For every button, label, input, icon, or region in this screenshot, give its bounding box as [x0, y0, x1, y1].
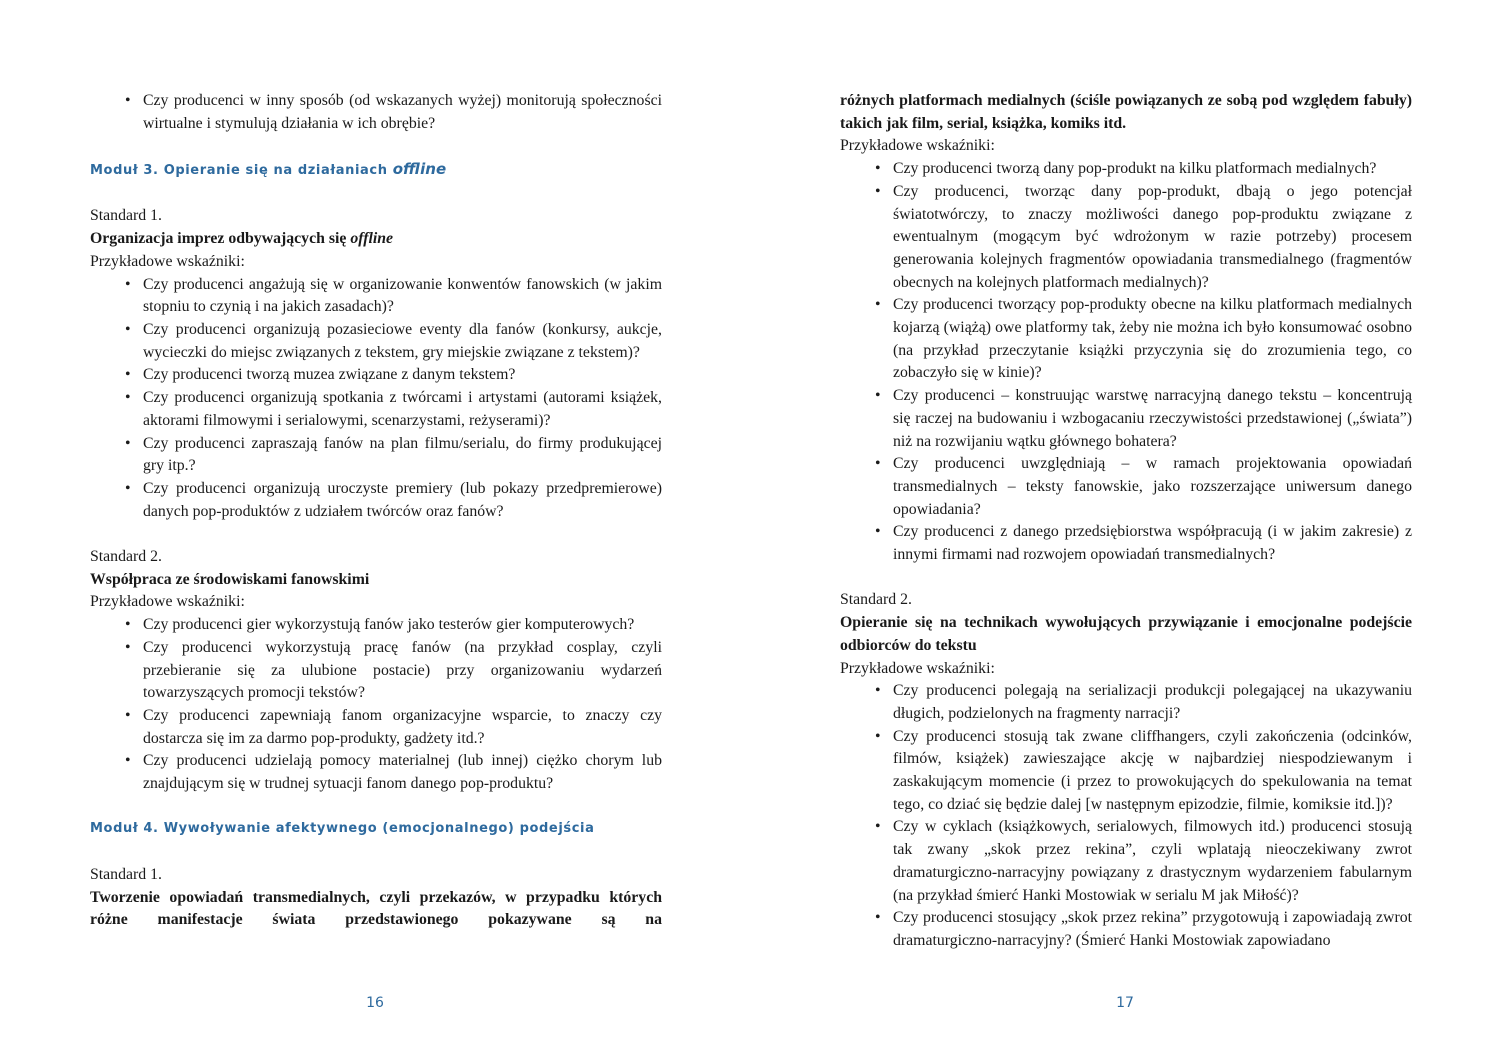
standard-title-continued: różnych platformach medialnych (ściśle powiązanych ze sobą pod względem fabuły) takich jak film, serial, książka, komiks itd.	[840, 92, 1412, 132]
bullet-icon: •	[125, 706, 131, 724]
bullet-icon: •	[125, 638, 131, 656]
list-item	[875, 521, 1412, 566]
bullet-icon: •	[125, 275, 131, 293]
bullet-icon: •	[125, 434, 131, 452]
list-item-text: Czy producenci organizują spotkania z twórcami i artystami (autorami książek, aktorami filmowymi i serialowymi, scenarzystami, reżyserami)?	[143, 389, 662, 429]
bullet-icon: •	[875, 909, 881, 927]
list-item-text: Czy producenci stosujący „skok przez rekina” przygotowują i zapowiadają zwrot dramaturgiczno-narracyjny? (Śmierć Hanki Mostowiak zapowiadano	[893, 909, 1412, 949]
bullet-icon: •	[125, 479, 131, 497]
list-item	[875, 158, 1412, 181]
indicator-list	[90, 614, 662, 796]
list-item-text: Czy producenci gier wykorzystują fanów jako testerów gier komputerowych?	[143, 616, 635, 634]
standard-label: Standard 2.	[840, 591, 912, 609]
list-item-text: Czy producenci wykorzystują pracę fanów (na przykład cosplay, czyli przebieranie się za ulubione postacie) przy organizowaniu wydarzeń towarzyszących promocji tekstów?	[143, 638, 662, 702]
bullet-icon: •	[125, 366, 131, 384]
indicator-list	[90, 274, 662, 524]
list-item-text: Czy producenci stosują tak zwane cliffhangers, czyli zakończenia (odcinków, filmów, książek) zawieszające akcję w najbardziej niespodziewanym i zaskakującym momencie (i przez to prowokujących do spekulowania na temat tego, co dziać się będzie dalej [w następnym epizodzie, filmie, komiksie itd.])?	[893, 727, 1412, 813]
bullet-icon: •	[875, 182, 881, 200]
bullet-icon: •	[875, 296, 881, 314]
standard-label: Standard 2.	[90, 548, 162, 566]
page-number: 16	[366, 995, 384, 1011]
bullet-icon: •	[875, 523, 881, 541]
list-item	[875, 680, 1412, 725]
page-number: 17	[1116, 995, 1134, 1011]
list-item	[125, 750, 662, 795]
list-item-text: Czy producenci zapewniają fanom organizacyjne wsparcie, to znaczy czy dostarcza się im za darmo pop-produkty, gadżety itd.?	[143, 706, 662, 747]
list-item	[125, 387, 662, 432]
list-item-text: Czy w cyklach (książkowych, serialowych, filmowych itd.) producenci stosują tak zwany „skok przez rekina”, czyli wplatają nieoczekiwany zwrot dramaturgiczno-narracyjny powiązany z drastycznym wydarzeniem fabularnym (na przykład śmierć Hanki Mostowiak w serialu M jak Miłość)?	[893, 818, 1412, 904]
bullet-icon: •	[125, 752, 131, 770]
list-item-text: Czy producenci z danego przedsiębiorstwa współpracują (i w jakim zakresie) z innymi firmami nad rozwojem opowiadań transmedialnych?	[893, 523, 1412, 564]
list-item	[875, 294, 1412, 385]
standard-label: Standard 1.	[90, 207, 162, 225]
standard-label: Standard 1.	[90, 865, 162, 883]
list-item-text: Czy producenci polegają na serializacji produkcji polegającej na ukazywaniu długich, podzielonych na fragmenty narracji?	[893, 682, 1412, 722]
list-item	[875, 907, 1412, 952]
bullet-icon: •	[125, 92, 131, 109]
list-item	[125, 705, 662, 750]
standard-title: Tworzenie opowiadań transmedialnych, czyli przekazów, w przypadku których różne manifestacje świata przedstawionego pokazywane są na	[90, 888, 662, 929]
bullet-icon: •	[125, 321, 131, 338]
list-item	[125, 478, 662, 523]
list-item-text: Czy producenci zapraszają fanów na plan filmu/serialu, do firmy produkującej gry itp.?	[143, 434, 662, 475]
bullet-icon: •	[875, 682, 881, 700]
standard-title: Organizacja imprez odbywających się offline	[90, 230, 394, 248]
list-item	[125, 319, 662, 364]
list-item	[875, 726, 1412, 817]
list-item-text: Czy producenci organizują uroczyste premiery (lub pokazy przedpremierowe) danych pop-produktów z udziałem twórców oraz fanów?	[143, 479, 662, 520]
list-item-text: Czy producenci uwzględniają – w ramach projektowania opowiadań transmedialnych – teksty fanowskie, jako rozszerzające uniwersum danego opowiadania?	[893, 455, 1412, 518]
bullet-icon: •	[125, 616, 131, 634]
module-4-heading: Moduł 4. Wywoływanie afektywnego (emocjonalnego) podejścia	[90, 821, 595, 837]
list-item	[125, 433, 662, 478]
list-item-text: Czy producenci tworzą dany pop-produkt na kilku platformach medialnych?	[893, 160, 1377, 178]
list-item	[125, 364, 662, 387]
list-item-text: Czy producenci w inny sposób (od wskazanych wyżej) monitorują społeczności wirtualne i stymulują działania w ich obrębie?	[143, 92, 662, 132]
top-bullet-list	[90, 90, 662, 135]
list-item	[125, 274, 662, 319]
standard-title: Opieranie się na technikach wywołujących przywiązanie i emocjonalne podejście odbiorców do tekstu	[840, 614, 1412, 654]
indicator-list	[840, 158, 1412, 567]
list-item-text: Czy producenci tworzący pop-produkty obecne na kilku platformach medialnych kojarzą (wiążą) owe platformy tak, żeby nie można ich było konsumować osobno (na przykład przeczytanie książki przyczynia się do zrozumienia tego, co zobaczyło się w kinie)?	[893, 296, 1412, 382]
bullet-icon: •	[875, 160, 881, 178]
indicators-label: Przykładowe wskaźniki:	[840, 137, 995, 155]
list-item	[125, 637, 662, 705]
bullet-icon: •	[875, 727, 881, 745]
module-3-heading: Moduł 3. Opieranie się na działaniach offline	[90, 160, 447, 179]
list-item-text: Czy producenci organizują pozasieciowe eventy dla fanów (konkursy, aukcje, wycieczki do miejsc związanych z tekstem, gry miejskie związane z tekstem)?	[143, 321, 662, 361]
bullet-icon: •	[875, 818, 881, 836]
list-item	[875, 453, 1412, 521]
list-item	[125, 90, 662, 135]
indicators-label: Przykładowe wskaźniki:	[840, 659, 995, 677]
indicators-label: Przykładowe wskaźniki:	[90, 593, 245, 611]
list-item	[875, 181, 1412, 295]
bullet-icon: •	[875, 455, 881, 473]
standard-title: Współpraca ze środowiskami fanowskimi	[90, 570, 370, 588]
list-item	[875, 816, 1412, 907]
bullet-icon: •	[125, 389, 131, 407]
right-page	[840, 90, 1412, 953]
list-item	[125, 614, 662, 637]
list-item-text: Czy producenci, tworząc dany pop-produkt, dbają o jego potencjał światotwórczy, to znaczy możliwości danego pop-produktu związane z ewentualnym (mogącym być wdrożonym w razie potrzeby) procesem generowania kolejnych fragmentów opowiadania transmedialnego (fragmentów obecnych na kolejnych platformach medialnych)?	[893, 182, 1412, 291]
left-page	[90, 90, 662, 932]
list-item	[875, 385, 1412, 453]
list-item-text: Czy producenci – konstruując warstwę narracyjną danego tekstu – koncentrują się raczej na budowaniu i wzbogacaniu rzeczywistości przedstawionej („świata”) niż na rozwijaniu wątku głównego bohatera?	[893, 387, 1412, 450]
list-item-text: Czy producenci udzielają pomocy materialnej (lub innej) ciężko chorym lub znajdującym się w trudnej sytuacji fanom danego pop-produktu?	[143, 752, 662, 793]
indicator-list	[840, 680, 1412, 952]
list-item-text: Czy producenci angażują się w organizowanie konwentów fanowskich (w jakim stopniu to czynią i na jakich zasadach)?	[143, 275, 662, 316]
list-item-text: Czy producenci tworzą muzea związane z danym tekstem?	[143, 366, 516, 384]
indicators-label: Przykładowe wskaźniki:	[90, 252, 245, 270]
bullet-icon: •	[875, 387, 881, 405]
